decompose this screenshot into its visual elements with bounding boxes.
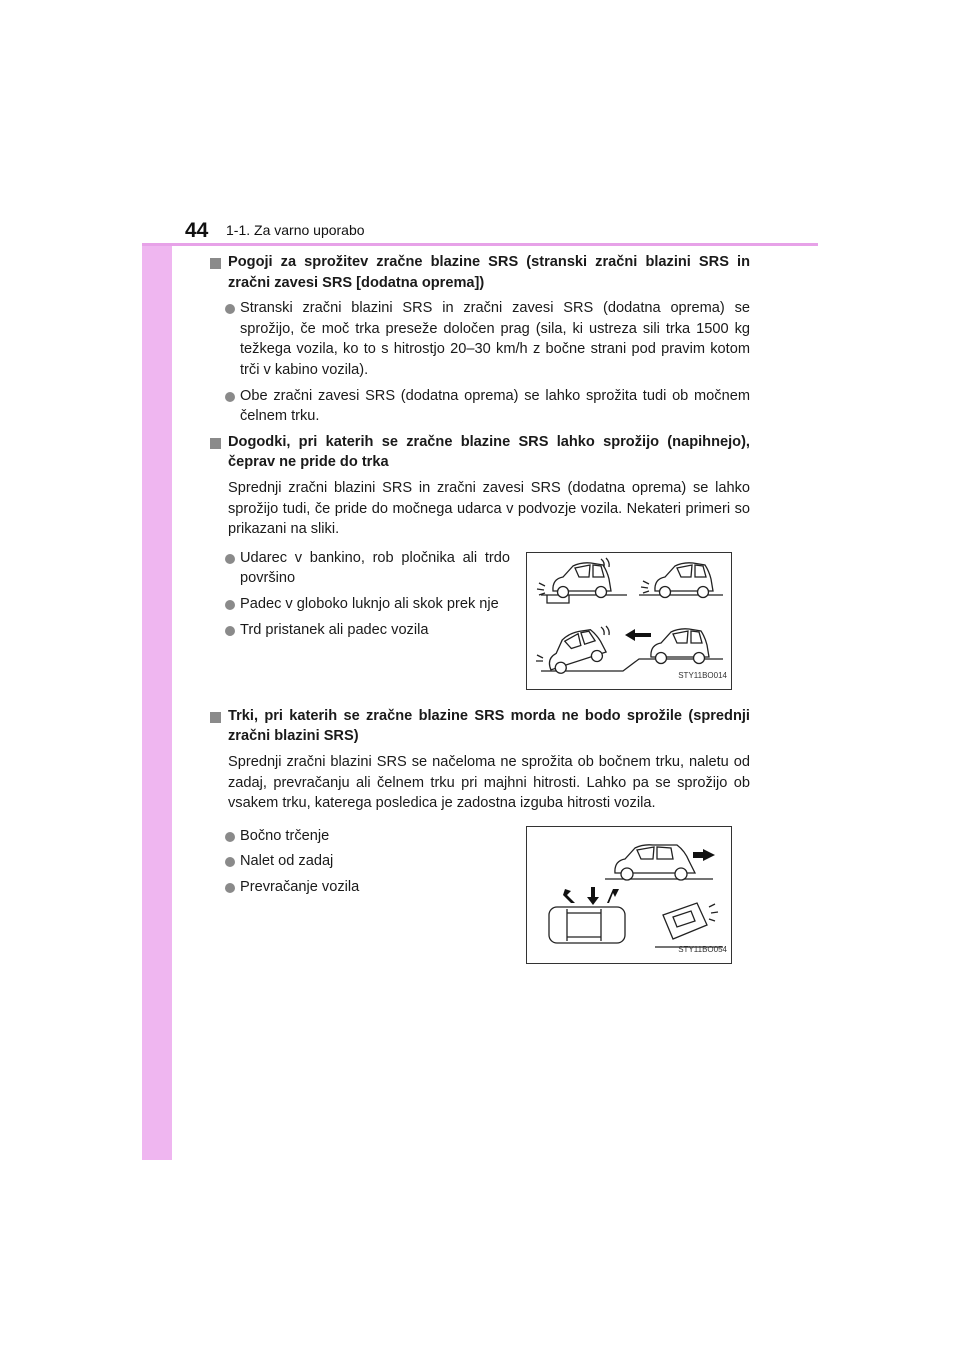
circle-bullet-icon bbox=[225, 554, 235, 564]
figure-row-undercarriage bbox=[210, 546, 750, 696]
heading-inflation-without-collision: Dogodki, pri katerih se zračne blazine SRS lahko sprožijo (napihnejo), čeprav ne pride do trka bbox=[210, 432, 750, 473]
heading-airbags-may-not-deploy: Trki, pri katerih se zračne blazine SRS morda ne bodo sprožile (sprednji zračni blazini SRS) bbox=[210, 706, 750, 747]
list-item: Stranski zračni blazini SRS in zračni zavesi SRS (dodatna oprema) se sprožijo, če moč trka preseže določen prag (sila, ki ustreza sili trka 1500 kg težkega vozila, ko to s hitrostjo 20–30 km/h z bočne strani pod pravim kotom trči v kabino vozila). bbox=[210, 298, 750, 380]
figure-row-collision-types bbox=[210, 820, 750, 970]
circle-bullet-icon bbox=[225, 832, 235, 842]
circle-bullet-icon bbox=[225, 600, 235, 610]
list-item: Padec v globoko luknjo ali skok prek nje bbox=[210, 594, 510, 615]
page-content bbox=[210, 252, 750, 970]
side-tab bbox=[142, 200, 172, 1160]
list-item: Trd pristanek ali padec vozila bbox=[210, 620, 510, 641]
circle-bullet-icon bbox=[225, 857, 235, 867]
square-bullet-icon bbox=[210, 438, 221, 449]
paragraph: Sprednji zračni blazini SRS in zračni zavesi SRS (dodatna oprema) se lahko sprožijo tudi, če pride do močnega udarca v podvozje vozila. Nekateri primeri so prikazani na sliki. bbox=[228, 479, 750, 538]
figure-code: STY11BO014 bbox=[678, 671, 727, 681]
illustration-collision-types bbox=[526, 826, 732, 964]
paragraph: Sprednji zračni blazini SRS se načeloma ne sprožita ob bočnem trku, naletu od zadaj, prevračanju ali čelnem trku pri majhni hitrosti. Lahko pa se sprožijo ob vsakem trku, katerega posledica je zadostna izguba hitrosti vozila. bbox=[228, 753, 750, 812]
list-item: Udarec v bankino, rob pločnika ali trdo površino bbox=[210, 548, 510, 589]
page-header bbox=[142, 200, 818, 246]
page-number: 44 bbox=[185, 219, 209, 242]
circle-bullet-icon bbox=[225, 626, 235, 636]
list-item: Obe zračni zavesi SRS (dodatna oprema) se lahko sprožita tudi ob močnem čelnem trku. bbox=[210, 386, 750, 427]
circle-bullet-icon bbox=[225, 883, 235, 893]
circle-bullet-icon bbox=[225, 392, 235, 402]
header-divider bbox=[142, 243, 818, 246]
heading-side-airbag-conditions: Pogoji za sprožitev zračne blazine SRS (stranski zračni blazini SRS in zračni zavesi SRS [dodatna oprema]) bbox=[210, 252, 750, 293]
section-title: 1-1. Za varno uporabo bbox=[226, 222, 365, 238]
square-bullet-icon bbox=[210, 258, 221, 269]
list-item: Bočno trčenje bbox=[210, 826, 510, 847]
list-item: Prevračanje vozila bbox=[210, 877, 510, 898]
circle-bullet-icon bbox=[225, 304, 235, 314]
list-item: Nalet od zadaj bbox=[210, 851, 510, 872]
square-bullet-icon bbox=[210, 712, 221, 723]
figure-code: STY11BO054 bbox=[678, 945, 727, 955]
illustration-undercarriage-impacts bbox=[526, 552, 732, 690]
